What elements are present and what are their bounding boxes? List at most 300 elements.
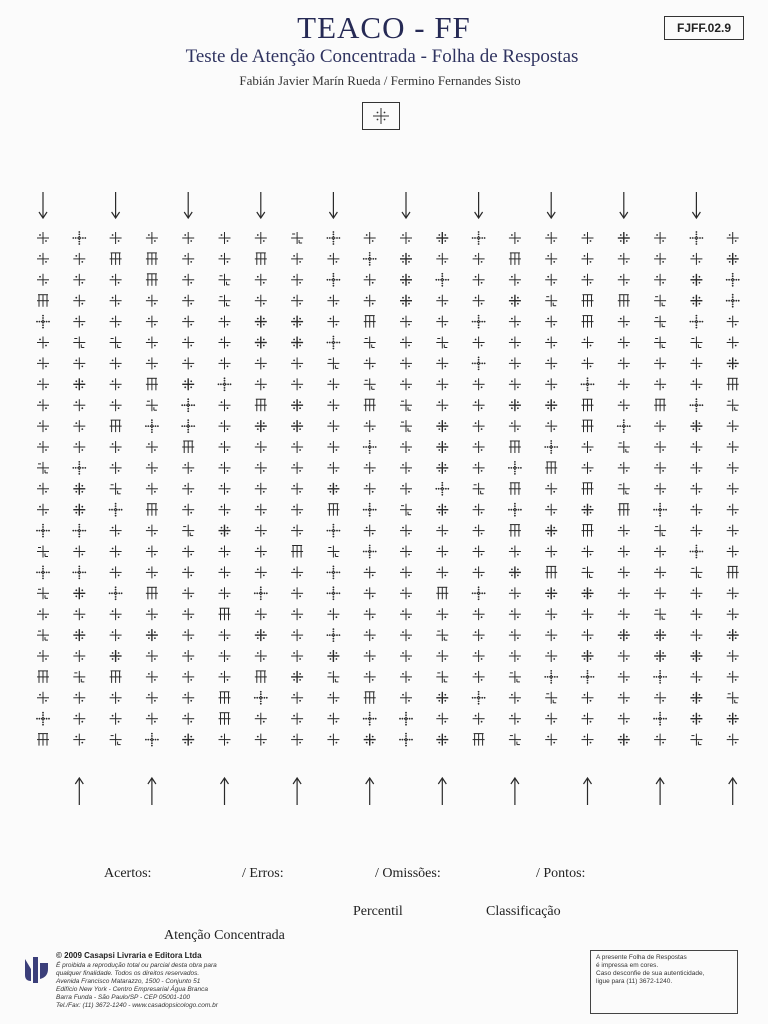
stimulus-symbol	[618, 295, 630, 307]
stimulus-symbol	[363, 252, 377, 266]
stimulus-symbol	[146, 525, 158, 537]
up-arrow-icon	[511, 778, 519, 805]
stimulus-symbol	[110, 483, 122, 495]
stimulus-symbol	[219, 608, 231, 620]
stimulus-symbol	[73, 629, 85, 641]
stimulus-symbol	[110, 420, 122, 432]
stimulus-symbol	[690, 398, 704, 412]
stimulus-symbol	[110, 441, 122, 453]
stimulus-symbol	[363, 440, 377, 454]
stimulus-symbol	[219, 587, 231, 599]
stimulus-symbol	[110, 566, 122, 578]
stimulus-symbol	[363, 545, 377, 559]
stimulus-symbol	[146, 378, 158, 390]
stimulus-symbol	[327, 378, 339, 390]
stimulus-symbol	[727, 462, 739, 474]
stimulus-symbol	[582, 650, 594, 662]
stimulus-symbol	[509, 734, 521, 746]
stimulus-symbol	[690, 462, 702, 474]
up-arrow-icon	[366, 778, 374, 805]
stimulus-symbol	[219, 295, 231, 307]
stimulus-symbol	[582, 713, 594, 725]
down-arrow-icon	[184, 192, 192, 218]
stimulus-symbol	[327, 336, 341, 350]
stimulus-symbol	[327, 608, 339, 620]
stimulus-symbol	[182, 587, 194, 599]
stimulus-symbol	[653, 712, 667, 726]
stimulus-symbol	[690, 566, 702, 578]
up-arrow-icon	[148, 778, 156, 805]
stimulus-symbol	[435, 273, 449, 287]
form-code-box: FJFF.02.9	[664, 16, 744, 40]
stimulus-symbol	[146, 316, 158, 328]
stimulus-symbol	[181, 419, 195, 433]
stimulus-symbol	[545, 504, 557, 516]
stimulus-symbol	[618, 316, 630, 328]
stimulus-symbol	[37, 650, 49, 662]
stimulus-symbol	[219, 671, 231, 683]
stimulus-symbol	[146, 713, 158, 725]
stimulus-symbol	[255, 357, 267, 369]
omissoes-label: / Omissões:	[375, 866, 441, 881]
up-arrow-icon	[75, 778, 83, 805]
stimulus-symbol	[582, 399, 594, 411]
note-line: Caso desconfie de sua autenticidade,	[596, 970, 705, 977]
stimulus-symbol	[618, 441, 630, 453]
stimulus-symbol	[400, 462, 412, 474]
stimulus-symbol	[364, 734, 376, 746]
stimulus-symbol	[291, 399, 303, 411]
stimulus-symbol	[327, 273, 341, 287]
stimulus-symbol	[690, 713, 702, 725]
stimulus-symbol	[73, 295, 85, 307]
stimulus-symbol	[219, 504, 231, 516]
stimulus-symbol	[37, 337, 49, 349]
stimulus-symbol	[690, 483, 702, 495]
stimulus-symbol	[291, 316, 303, 328]
stimulus-symbol	[291, 462, 303, 474]
stimulus-symbol	[436, 295, 448, 307]
stimulus-symbol	[690, 587, 702, 599]
stimulus-symbol	[400, 295, 412, 307]
stimulus-symbol	[364, 608, 376, 620]
stimulus-symbol	[400, 441, 412, 453]
stimulus-symbol	[110, 295, 122, 307]
stimulus-symbol	[618, 232, 630, 244]
stimulus-symbol	[654, 462, 666, 474]
stimulus-symbol	[436, 692, 448, 704]
stimulus-symbol	[582, 316, 594, 328]
stimulus-symbol	[110, 357, 122, 369]
stimulus-symbol	[654, 337, 666, 349]
stimulus-symbol	[400, 483, 412, 495]
stimulus-symbol	[582, 608, 594, 620]
stimulus-symbol	[327, 546, 339, 558]
stimulus-symbol	[436, 713, 448, 725]
stimulus-symbol	[37, 671, 49, 683]
stimulus-symbol	[327, 650, 339, 662]
stimulus-symbol	[509, 253, 521, 265]
stimulus-symbol	[473, 420, 485, 432]
stimulus-symbol	[327, 524, 341, 538]
stimulus-symbol	[327, 504, 339, 516]
stimulus-symbol	[545, 274, 557, 286]
stimulus-symbol	[110, 316, 122, 328]
stimulus-symbol	[690, 378, 702, 390]
stimulus-symbol	[146, 608, 158, 620]
stimulus-symbol	[364, 274, 376, 286]
stimulus-symbol	[110, 253, 122, 265]
stimulus-symbol	[400, 525, 412, 537]
stimulus-symbol	[690, 274, 702, 286]
stimulus-symbol	[545, 483, 557, 495]
stimulus-symbol	[436, 525, 448, 537]
stimulus-symbol	[327, 441, 339, 453]
stimulus-symbol	[146, 671, 158, 683]
stimulus-symbol	[219, 420, 231, 432]
stimulus-symbol	[182, 734, 194, 746]
stimulus-symbol	[219, 629, 231, 641]
stimulus-symbol	[400, 399, 412, 411]
stimulus-symbol	[436, 546, 448, 558]
stimulus-symbol	[219, 462, 231, 474]
stimulus-symbol	[36, 566, 50, 580]
stimulus-symbol	[254, 586, 268, 600]
stimulus-symbol	[690, 357, 702, 369]
stimulus-symbol	[582, 566, 594, 578]
stimulus-symbol	[726, 273, 740, 287]
stimulus-symbol	[146, 232, 158, 244]
stimulus-symbol	[654, 692, 666, 704]
stimulus-symbol	[545, 713, 557, 725]
stimulus-symbol	[436, 629, 448, 641]
stimulus-symbol	[545, 357, 557, 369]
stimulus-symbol	[73, 378, 85, 390]
stimulus-symbol	[690, 525, 702, 537]
stimulus-symbol	[219, 316, 231, 328]
stimulus-symbol	[727, 337, 739, 349]
publisher-line: Avenida Francisco Matarazzo, 1500 - Conjunto 51	[56, 978, 201, 985]
stimulus-symbol	[581, 670, 595, 684]
stimulus-symbol	[291, 546, 303, 558]
stimulus-symbol	[509, 378, 521, 390]
stimulus-symbol	[327, 462, 339, 474]
stimulus-symbol	[654, 378, 666, 390]
stimulus-symbol	[110, 629, 122, 641]
stimulus-symbol	[654, 274, 666, 286]
stimulus-symbol	[145, 733, 159, 747]
stimulus-symbol	[37, 629, 49, 641]
stimulus-symbol	[690, 692, 702, 704]
stimulus-symbol	[255, 525, 267, 537]
stimulus-symbol	[364, 378, 376, 390]
stimulus-symbol	[726, 294, 740, 308]
stimulus-symbol	[545, 650, 557, 662]
down-arrow-icon	[257, 192, 265, 218]
stimulus-symbol	[473, 441, 485, 453]
stimulus-symbol	[690, 608, 702, 620]
stimulus-symbol	[182, 504, 194, 516]
stimulus-symbol	[110, 378, 122, 390]
stimulus-symbol	[618, 378, 630, 390]
stimulus-symbol	[73, 734, 85, 746]
stimulus-symbol	[545, 378, 557, 390]
stimulus-symbol	[473, 713, 485, 725]
stimulus-symbol	[509, 566, 521, 578]
stimulus-symbol	[37, 734, 49, 746]
stimulus-symbol	[219, 566, 231, 578]
stimulus-symbol	[291, 337, 303, 349]
pontos-label: / Pontos:	[536, 866, 586, 881]
stimulus-symbol	[654, 253, 666, 265]
stimulus-symbol	[617, 419, 631, 433]
publisher-line: Edifício New York - Centro Empresarial Água Branca	[56, 986, 208, 993]
stimulus-symbol	[654, 608, 666, 620]
stimulus-symbol	[582, 253, 594, 265]
publisher-logo-icon	[22, 955, 52, 985]
test-subtitle: Teste de Atenção Concentrada - Folha de Respostas	[185, 46, 579, 67]
stimulus-symbol	[690, 253, 702, 265]
stimulus-symbol	[219, 650, 231, 662]
stimulus-symbol	[36, 524, 50, 538]
stimulus-symbol	[327, 671, 339, 683]
stimulus-symbol	[472, 357, 486, 371]
stimulus-symbol	[473, 546, 485, 558]
stimulus-symbol	[72, 231, 86, 245]
stimulus-symbol	[110, 546, 122, 558]
stimulus-symbol	[727, 587, 739, 599]
stimulus-symbol	[436, 232, 448, 244]
classificacao-label: Classificação	[486, 904, 561, 919]
stimulus-symbol	[473, 504, 485, 516]
stimulus-symbol	[182, 692, 194, 704]
stimulus-symbol	[509, 357, 521, 369]
stimulus-symbol	[400, 274, 412, 286]
stimulus-symbol	[291, 650, 303, 662]
stimulus-symbol	[146, 357, 158, 369]
stimulus-symbol	[37, 546, 49, 558]
stimulus-symbol	[255, 337, 267, 349]
stimulus-symbol	[618, 587, 630, 599]
acertos-label: Acertos:	[104, 866, 152, 881]
stimulus-symbol	[509, 692, 521, 704]
stimulus-symbol	[618, 671, 630, 683]
stimulus-symbol	[727, 546, 739, 558]
stimulus-symbol	[618, 546, 630, 558]
down-arrow-icon	[402, 192, 410, 218]
stimulus-symbol	[291, 357, 303, 369]
stimulus-symbol	[73, 608, 85, 620]
stimulus-symbol	[73, 713, 85, 725]
stimulus-symbol	[509, 295, 521, 307]
stimulus-symbol	[473, 274, 485, 286]
stimulus-symbol	[436, 357, 448, 369]
stimulus-symbol	[545, 546, 557, 558]
stimulus-symbol	[618, 566, 630, 578]
stimulus-symbol	[255, 274, 267, 286]
stimulus-symbol	[545, 692, 557, 704]
stimulus-symbol	[545, 337, 557, 349]
stimulus-symbol	[255, 295, 267, 307]
stimulus-symbol	[327, 628, 341, 642]
stimulus-symbol	[618, 525, 630, 537]
stimulus-symbol	[37, 462, 49, 474]
stimulus-symbol	[473, 399, 485, 411]
stimulus-symbol	[37, 483, 49, 495]
stimulus-symbol	[436, 399, 448, 411]
stimulus-symbol	[146, 692, 158, 704]
stimulus-symbol	[255, 253, 267, 265]
stimulus-symbol	[473, 337, 485, 349]
stimulus-symbol	[110, 671, 122, 683]
stimulus-symbol	[364, 587, 376, 599]
stimulus-symbol	[291, 629, 303, 641]
stimulus-symbol	[291, 734, 303, 746]
stimulus-symbol	[436, 650, 448, 662]
stimulus-symbol	[509, 650, 521, 662]
note-line: A presente Folha de Respostas	[596, 954, 687, 961]
down-arrow-icon	[547, 192, 555, 218]
stimulus-symbol	[110, 650, 122, 662]
stimulus-symbol	[544, 670, 558, 684]
stimulus-symbol	[146, 295, 158, 307]
stimulus-symbol	[181, 398, 195, 412]
stimulus-symbol	[110, 525, 122, 537]
stimulus-symbol	[73, 671, 85, 683]
stimulus-symbol	[182, 378, 194, 390]
stimulus-symbol	[291, 587, 303, 599]
stimulus-symbol	[509, 546, 521, 558]
stimulus-symbol	[291, 378, 303, 390]
stimulus-symbol	[291, 525, 303, 537]
stimulus-symbol	[582, 504, 594, 516]
stimulus-symbol	[255, 483, 267, 495]
stimulus-symbol	[618, 713, 630, 725]
up-arrow-icon	[438, 778, 446, 805]
stimulus-symbol	[509, 316, 521, 328]
stimulus-symbol	[182, 525, 194, 537]
stimulus-symbol	[72, 524, 86, 538]
stimulus-symbol	[690, 441, 702, 453]
stimulus-symbol	[399, 712, 413, 726]
stimulus-symbol	[37, 420, 49, 432]
stimulus-symbol	[73, 316, 85, 328]
stimulus-symbol	[727, 650, 739, 662]
stimulus-symbol	[37, 504, 49, 516]
stimulus-symbol	[545, 629, 557, 641]
authors-line: Fabián Javier Marín Rueda / Fermino Fernandes Sisto	[239, 73, 521, 88]
stimulus-symbol	[690, 671, 702, 683]
stimulus-symbol	[582, 734, 594, 746]
stimulus-symbol	[73, 274, 85, 286]
down-arrow-icon	[112, 192, 120, 218]
stimulus-symbol	[73, 420, 85, 432]
stimulus-symbol	[473, 650, 485, 662]
stimulus-symbol	[472, 586, 486, 600]
stimulus-symbol	[654, 525, 666, 537]
stimulus-symbol	[255, 504, 267, 516]
copyright-line: © 2009 Casapsi Livraria e Editora Ltda	[56, 951, 202, 960]
stimulus-symbol	[727, 608, 739, 620]
stimulus-symbol	[146, 441, 158, 453]
stimulus-symbol	[509, 525, 521, 537]
stimulus-symbol	[73, 441, 85, 453]
stimulus-symbol	[364, 232, 376, 244]
stimulus-symbol	[182, 253, 194, 265]
stimulus-symbol	[654, 420, 666, 432]
stimulus-symbol	[291, 713, 303, 725]
stimulus-symbol	[37, 587, 49, 599]
stimulus-symbol	[37, 357, 49, 369]
stimulus-symbol	[37, 692, 49, 704]
stimulus-symbol	[291, 483, 303, 495]
stimulus-symbol	[582, 357, 594, 369]
stimulus-symbol	[291, 274, 303, 286]
stimulus-symbol	[364, 316, 376, 328]
stimulus-symbol	[146, 587, 158, 599]
stimulus-symbol	[727, 671, 739, 683]
stimulus-symbol	[110, 713, 122, 725]
stimulus-symbol	[436, 608, 448, 620]
stimulus-symbol	[473, 671, 485, 683]
stimulus-symbol	[255, 629, 267, 641]
stimulus-symbol	[291, 671, 303, 683]
stimulus-symbol	[255, 650, 267, 662]
stimulus-symbol	[581, 377, 595, 391]
percentil-label: Percentil	[353, 904, 403, 919]
stimulus-symbol	[473, 378, 485, 390]
stimulus-symbol	[146, 462, 158, 474]
stimulus-symbol	[509, 399, 521, 411]
stimulus-symbol	[219, 734, 231, 746]
stimulus-symbol	[690, 629, 702, 641]
stimulus-symbol	[436, 462, 448, 474]
down-arrow-icon	[620, 192, 628, 218]
stimulus-symbol	[182, 671, 194, 683]
stimulus-symbol	[182, 483, 194, 495]
stimulus-symbol	[400, 671, 412, 683]
stimulus-symbol	[73, 504, 85, 516]
stimulus-symbol	[654, 650, 666, 662]
stimulus-symbol	[327, 253, 339, 265]
stimulus-symbol	[435, 482, 449, 496]
stimulus-symbol	[582, 483, 594, 495]
stimulus-symbol	[545, 399, 557, 411]
stimulus-symbol	[618, 357, 630, 369]
stimulus-symbol	[182, 337, 194, 349]
up-arrow-icon	[656, 778, 664, 805]
stimulus-symbol	[109, 503, 123, 517]
stimulus-symbol	[73, 692, 85, 704]
stimulus-symbol	[364, 566, 376, 578]
atencao-label: Atenção Concentrada	[164, 928, 285, 943]
publisher-line: Tel./Fax: (11) 3672-1240 - www.casadopsicologo.com.br	[56, 1002, 218, 1009]
stimulus-symbol	[73, 357, 85, 369]
stimulus-symbol	[618, 734, 630, 746]
stimulus-symbol	[727, 629, 739, 641]
stimulus-symbol	[254, 691, 268, 705]
stimulus-symbol	[146, 253, 158, 265]
stimulus-symbol	[110, 692, 122, 704]
stimulus-symbol	[545, 253, 557, 265]
stimulus-symbol	[654, 629, 666, 641]
stimulus-symbol	[473, 734, 485, 746]
stimulus-symbol	[37, 253, 49, 265]
stimulus-symbol	[509, 420, 521, 432]
stimulus-symbol	[327, 566, 341, 580]
stimulus-symbol	[182, 566, 194, 578]
stimulus-symbol	[36, 712, 50, 726]
